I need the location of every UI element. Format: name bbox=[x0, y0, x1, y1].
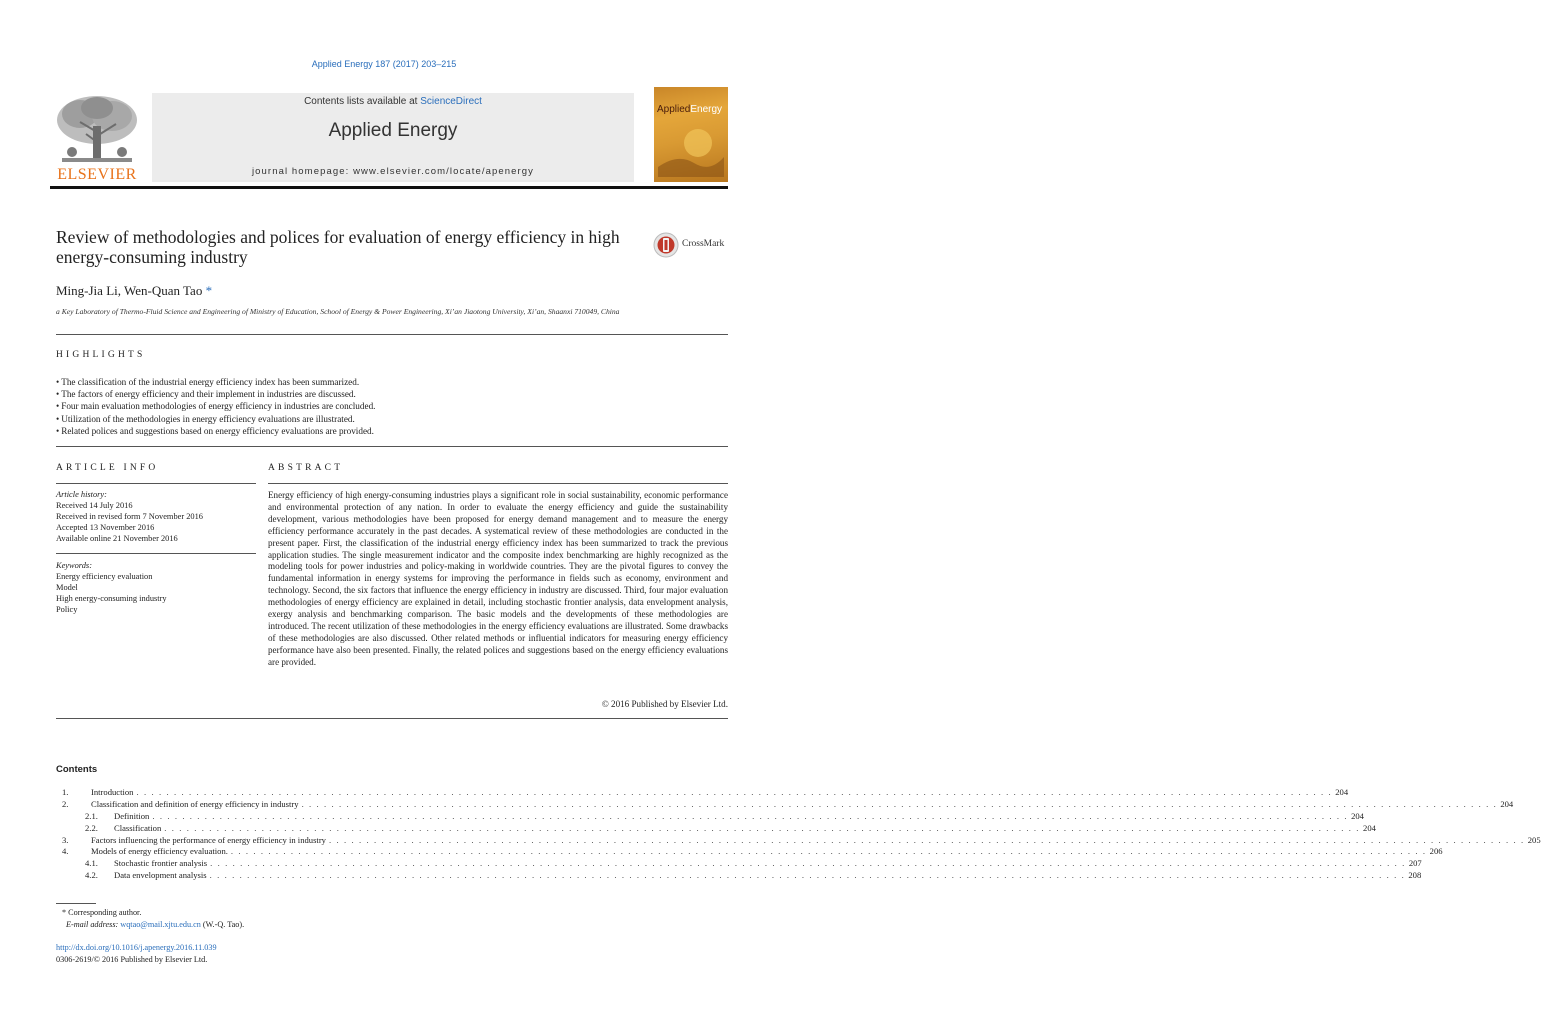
toc-entry-title[interactable]: Classification and definition of energy efficiency in industry bbox=[91, 798, 299, 809]
header-divider bbox=[50, 186, 728, 189]
history-item: Available online 21 November 2016 bbox=[56, 534, 178, 543]
journal-cover-thumbnail[interactable] bbox=[654, 87, 728, 182]
toc-entry-title[interactable]: Classification bbox=[114, 822, 162, 833]
toc-entry[interactable] bbox=[56, 810, 1364, 823]
abstract-copyright: © 2016 Published by Elsevier Ltd. bbox=[601, 699, 728, 709]
article-info-rule bbox=[56, 483, 256, 484]
toc-entry-page: 208 bbox=[1408, 870, 1422, 881]
contents-prefix: Contents lists available at bbox=[304, 96, 421, 107]
email-label: E-mail address: bbox=[66, 920, 119, 929]
toc-entry-number: 4.1. bbox=[85, 858, 98, 869]
cover-title-energy: Energy bbox=[690, 104, 723, 115]
toc-entry[interactable] bbox=[56, 834, 1541, 847]
publisher-name: ELSEVIER bbox=[57, 166, 137, 183]
toc-entry-title[interactable]: Models of energy efficiency evaluation. bbox=[91, 846, 228, 857]
article-history bbox=[56, 489, 256, 544]
toc-entry[interactable] bbox=[56, 798, 1514, 811]
table-of-contents bbox=[56, 787, 1541, 882]
article-title: Review of methodologies and polices for evaluation of energy efficiency in high energy-consuming industry bbox=[56, 227, 620, 267]
abstract-end-divider bbox=[56, 718, 728, 719]
highlight-item: • Related polices and suggestions based on energy efficiency evaluations are provided. bbox=[56, 425, 375, 437]
toc-entry[interactable] bbox=[56, 787, 1349, 799]
contents-availability bbox=[152, 96, 634, 107]
toc-entry-page: 204 bbox=[1335, 787, 1349, 797]
history-item: Received in revised form 7 November 2016 bbox=[56, 512, 203, 521]
abstract-heading: ABSTRACT bbox=[268, 463, 344, 473]
keywords-divider bbox=[56, 553, 256, 554]
toc-entry-page: 207 bbox=[1408, 858, 1422, 869]
toc-entry-page: 204 bbox=[1363, 822, 1376, 833]
toc-entry-title[interactable]: Factors influencing the performance of energy efficiency in industry bbox=[91, 834, 326, 845]
cover-artwork-icon bbox=[658, 123, 724, 177]
keywords-block bbox=[56, 560, 256, 615]
toc-entry-page: 205 bbox=[1527, 834, 1541, 845]
footnote-divider bbox=[56, 903, 96, 904]
toc-leader-dots: . . . . . . . . . . . . . . . . . . . . . . . . . . . . . . . . . . . . . . . . . . . . . . . . . . . . . . . . . . . . . . . . . . . . . . . . . . . . . . . . . . . . . . . . . . . . . . . . . . . . . . . . . . . . . . . . . . . . . . . . . . . . . . . . . . . . . . . . . . . . . . . . . . . . . . . . . . . . . . . . bbox=[152, 810, 1349, 821]
toc-entry-title[interactable]: Data envelopment analysis bbox=[114, 870, 207, 881]
issn-line: 0306-2619/© 2016 Published by Elsevier Ltd. bbox=[56, 955, 208, 964]
highlights-list bbox=[56, 376, 375, 437]
toc-entry-number: 3. bbox=[62, 834, 69, 845]
toc-entry-number: 2. bbox=[62, 798, 69, 809]
contents-heading: Contents bbox=[56, 764, 98, 775]
toc-entry[interactable] bbox=[56, 822, 1376, 835]
journal-masthead bbox=[152, 93, 634, 182]
highlights-heading: HIGHLIGHTS bbox=[56, 350, 146, 360]
toc-entry-number: 2.1. bbox=[85, 810, 98, 821]
author-email-link[interactable]: wqtao@mail.xjtu.edu.cn bbox=[120, 920, 201, 929]
toc-leader-dots: . . . . . . . . . . . . . . . . . . . . . . . . . . . . . . . . . . . . . . . . . . . . . . . . . . . . . . . . . . . . . . . . . . . . . . . . . . . . . . . . . . . . . . . . . . . . . . . . . . . . . . . . . . . . . . . . . . . . . . . . . . . . . . . . . . . . . . . . . . . . . . . . . . . . . . . . . . . . . . . . bbox=[301, 798, 1498, 809]
corresponding-author-note: * Corresponding author. bbox=[62, 908, 142, 917]
crossmark-label: CrossMark bbox=[682, 239, 725, 249]
abstract-rule bbox=[268, 483, 728, 484]
cover-title bbox=[657, 104, 722, 115]
keyword-item: Policy bbox=[56, 605, 78, 614]
toc-entry-number: 4.2. bbox=[85, 870, 98, 881]
toc-entry-number: 4. bbox=[62, 846, 69, 857]
journal-citation-link[interactable]: Applied Energy 187 (2017) 203–215 bbox=[311, 59, 457, 69]
toc-leader-dots: . . . . . . . . . . . . . . . . . . . . . . . . . . . . . . . . . . . . . . . . . . . . . . . . . . . . . . . . . . . . . . . . . . . . . . . . . . . . . . . . . . . . . . . . . . . . . . . . . . . . . . . . . . . . . . . . . . . . . . . . . . . . . . . . . . . . . . . . . . . . . . . . . . . . . . . . . . . . . . . . bbox=[164, 822, 1361, 833]
cover-title-applied: Applied bbox=[657, 104, 691, 115]
journal-title: Applied Energy bbox=[328, 120, 458, 141]
toc-entry-page: 206 bbox=[1429, 846, 1443, 857]
highlight-item: • Four main evaluation methodologies of energy efficiency in industries are concluded. bbox=[56, 400, 375, 412]
toc-entry[interactable] bbox=[56, 846, 1443, 858]
sciencedirect-link[interactable]: ScienceDirect bbox=[420, 96, 482, 107]
toc-leader-dots: . . . . . . . . . . . . . . . . . . . . . . . . . . . . . . . . . . . . . . . . . . . . . . . . . . . . . . . . . . . . . . . . . . . . . . . . . . . . . . . . . . . . . . . . . . . . . . . . . . . . . . . . . . . . . . . . . . . . . . . . . . . . . . . . . . . . . . . . . . . . . . . . . . . . . . . . . . . . . . . . bbox=[210, 858, 1406, 869]
crossmark-button[interactable] bbox=[653, 232, 733, 258]
keyword-item: Model bbox=[56, 583, 78, 592]
tree-logo-icon bbox=[50, 92, 144, 166]
corresponding-author-mark[interactable]: * bbox=[205, 283, 213, 298]
toc-entry[interactable] bbox=[56, 870, 1422, 882]
toc-entry-title[interactable]: Stochastic frontier analysis bbox=[114, 858, 208, 869]
author-affiliation: a Key Laboratory of Thermo-Fluid Science and Engineering of Ministry of Education, School of Energy & Power Engineering, Xi’an Jiaotong University, Xi’an, Shaanxi 710049, China bbox=[56, 307, 620, 316]
history-item: Accepted 13 November 2016 bbox=[56, 523, 155, 532]
toc-entry-number: 1. bbox=[62, 787, 69, 797]
highlight-item: • The factors of energy efficiency and their implement in industries are discussed. bbox=[56, 388, 375, 400]
toc-entry-page: 204 bbox=[1351, 810, 1364, 821]
elsevier-logo[interactable] bbox=[50, 92, 144, 184]
toc-entry-page: 204 bbox=[1500, 798, 1514, 809]
crossmark-icon bbox=[653, 232, 679, 258]
toc-entry[interactable] bbox=[56, 858, 1422, 870]
toc-leader-dots: . . . . . . . . . . . . . . . . . . . . . . . . . . . . . . . . . . . . . . . . . . . . . . . . . . . . . . . . . . . . . . . . . . . . . . . . . . . . . . . . . . . . . . . . . . . . . . . . . . . . . . . . . . . . . . . . . . . . . . . . . . . . . . . . . . . . . . . . . . . . . . . . . . . . . . . . . . . . . . . . bbox=[328, 834, 1525, 845]
highlight-item: • The classification of the industrial energy efficiency index has been summarized. bbox=[56, 376, 375, 388]
toc-entry-title[interactable]: Introduction bbox=[91, 787, 134, 797]
email-note bbox=[66, 920, 244, 929]
keyword-item: Energy efficiency evaluation bbox=[56, 572, 153, 581]
toc-entry-title[interactable]: Definition bbox=[114, 810, 150, 821]
journal-homepage[interactable]: journal homepage: www.elsevier.com/locate/apenergy bbox=[251, 166, 535, 177]
doi-link[interactable]: http://dx.doi.org/10.1016/j.apenergy.2016.11.039 bbox=[56, 943, 217, 952]
toc-leader-dots: . . . . . . . . . . . . . . . . . . . . . . . . . . . . . . . . . . . . . . . . . . . . . . . . . . . . . . . . . . . . . . . . . . . . . . . . . . . . . . . . . . . . . . . . . . . . . . . . . . . . . . . . . . . . . . . . . . . . . . . . . . . . . . . . . . . . . . . . . . . . . . . . . . . . . . . . . . . . . . . . bbox=[230, 846, 1427, 857]
toc-leader-dots: . . . . . . . . . . . . . . . . . . . . . . . . . . . . . . . . . . . . . . . . . . . . . . . . . . . . . . . . . . . . . . . . . . . . . . . . . . . . . . . . . . . . . . . . . . . . . . . . . . . . . . . . . . . . . . . . . . . . . . . . . . . . . . . . . . . . . . . . . . . . . . . . . . . . . . . . . . . . . . . . bbox=[136, 787, 1333, 797]
author-list bbox=[56, 283, 212, 299]
toc-entry-number: 2.2. bbox=[85, 822, 98, 833]
toc-leader-dots: . . . . . . . . . . . . . . . . . . . . . . . . . . . . . . . . . . . . . . . . . . . . . . . . . . . . . . . . . . . . . . . . . . . . . . . . . . . . . . . . . . . . . . . . . . . . . . . . . . . . . . . . . . . . . . . . . . . . . . . . . . . . . . . . . . . . . . . . . . . . . . . . . . . . . . . . . . . . . . . . bbox=[209, 870, 1406, 881]
keywords-label: Keywords: bbox=[56, 561, 92, 570]
keyword-item: High energy-consuming industry bbox=[56, 594, 167, 603]
author-names: Ming-Jia Li, Wen-Quan Tao bbox=[56, 283, 203, 298]
article-info-heading: ARTICLE INFO bbox=[56, 463, 159, 473]
abstract-text: Energy efficiency of high energy-consuming industries plays a significant role in social sustainability, economic performance and environmental protection of any nation. In order to evaluate the energy efficiency and guide the sustainability development, various methodologies have been proposed for energy demand management and to measure the energy efficiency performance accurately in the past decades. A systematical review of these methodologies are conducted in the present paper. First, the classification of the industrial energy efficiency index has been summarized to track the previous application studies. The single measurement indicator and the composite index benchmarking are highly recognized as the modeling tools for power industries and policy-making in worldwide countries. They are the pivotal figures to convey the fundamental information in energy systems for improving the performance in fields such as economy, environment and technology. Second, the six factors that influence the energy efficiency in industry are discussed. Third, four major evaluation methodologies of energy efficiency are explained in detail, including stochastic frontier analysis, data envelopment analysis, exergy analysis and benchmarking comparison. The basic models and the developments of these methodologies are introduced. The recent utilization of these methodologies in the energy efficiency evaluations are illustrated. Some drawbacks of these methodologies are also discussed. Other related methods or influential indicators for measuring energy efficiency performance have also been presented. Finally, the related polices and suggestions based on the energy efficiency evaluations are provided. bbox=[268, 490, 728, 667]
email-suffix: (W.-Q. Tao). bbox=[202, 920, 245, 929]
history-label: Article history: bbox=[56, 490, 107, 499]
history-item: Received 14 July 2016 bbox=[56, 501, 133, 510]
highlights-divider bbox=[56, 334, 728, 335]
highlight-item: • Utilization of the methodologies in energy efficiency evaluations are illustrated. bbox=[56, 413, 375, 425]
doi-line bbox=[56, 943, 217, 952]
article-info-divider bbox=[56, 446, 728, 447]
